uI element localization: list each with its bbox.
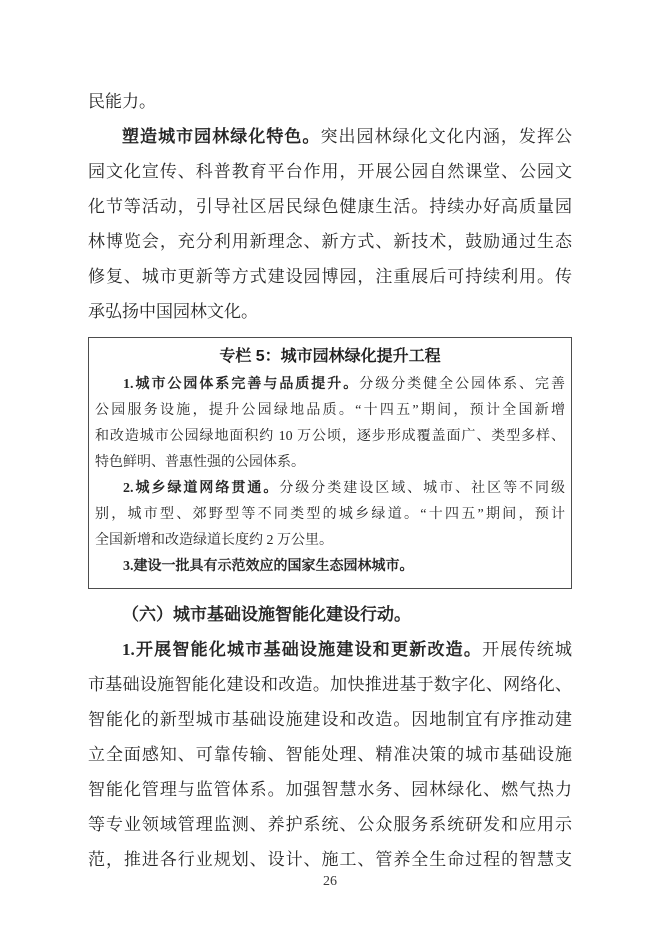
text-line: 承弘扬中国园林文化。 [88,302,258,321]
box-item-lead-sentence: 2.城乡绿道网络贯通。 [123,481,280,496]
feature-box-5 [88,337,572,589]
text-line [88,119,572,154]
box-item-lead-sentence: 1.城市公园体系完善与品质提升。 [123,377,360,392]
text-line: 智能化管理与监管体系。加强智慧水务、园林绿化、燃气热力 [88,780,572,799]
text-line: 公园服务设施，提升公园绿地品质。“十四五”期间，预计全国新增 [95,403,565,418]
paragraph-garden-culture [88,119,572,329]
text-line [95,372,565,398]
text-line: 全国新增和改造绿道长度约 2 万公里。 [95,533,333,548]
text-line: 林博览会，充分利用新理念、新方式、新技术，鼓励通过生态 [88,232,572,251]
paragraph-lead-sentence: 塑造城市园林绿化特色。 [122,127,321,146]
text-line: 园文化宣传、科普教育平台作用，开展公园自然课堂、公园文 [88,162,572,181]
paragraph-lead-sentence: 1.开展智能化城市基础设施建设和更新改造。 [122,640,483,659]
text-line: 等专业领域管理监测、养护系统、公众服务系统研发和应用示 [88,815,572,834]
text-run: 分级分类健全公园体系、完善 [359,377,566,392]
text-line: 立全面感知、可靠传输、智能处理、精准决策的城市基础设施 [88,745,572,764]
text-line: 别，城市型、郊野型等不同类型的城乡绿道。“十四五”期间，预计 [95,507,565,522]
paragraph-continuation-line: 民能力。 [88,92,156,111]
section-heading: （六）城市基础设施智能化建设行动。 [122,605,411,624]
text-line: 修复、城市更新等方式建设园博园，注重展后可持续利用。传 [88,267,572,286]
feature-box-item-1 [95,372,565,476]
page-number: 26 [323,874,337,889]
feature-box-item-3 [95,554,565,580]
text-line: 和改造城市公园绿地面积约 10 万公顷，逐步形成覆盖面广、类型多样、 [95,429,565,444]
text-line [95,554,565,580]
text-run: 突出园林绿化文化内涵，发挥公 [320,127,573,146]
box-item-lead-sentence: 3.建设一批具有示范效应的国家生态园林城市。 [123,559,414,574]
text-line [95,476,565,502]
text-line: 范，推进各行业规划、设计、施工、管养全生命过程的智慧支 [88,850,572,869]
page-content [88,84,572,877]
feature-box-item-2 [95,476,565,554]
text-line: 市基础设施智能化建设和改造。加快推进基于数字化、网络化、 [88,675,572,694]
text-line: 特色鲜明、普惠性强的公园体系。 [95,455,305,470]
text-line: 智能化的新型城市基础设施建设和改造。因地制宜有序推动建 [88,710,572,729]
paragraph-smart-infrastructure [88,632,572,877]
text-line [88,632,572,667]
feature-box-title: 专栏 5：城市园林绿化提升工程 [219,348,441,365]
text-run: 分级分类建设区域、城市、社区等不同级 [279,481,566,496]
text-line: 化节等活动，引导社区居民绿色健康生活。持续办好高质量园 [88,197,572,216]
text-run: 开展传统城 [482,640,572,659]
